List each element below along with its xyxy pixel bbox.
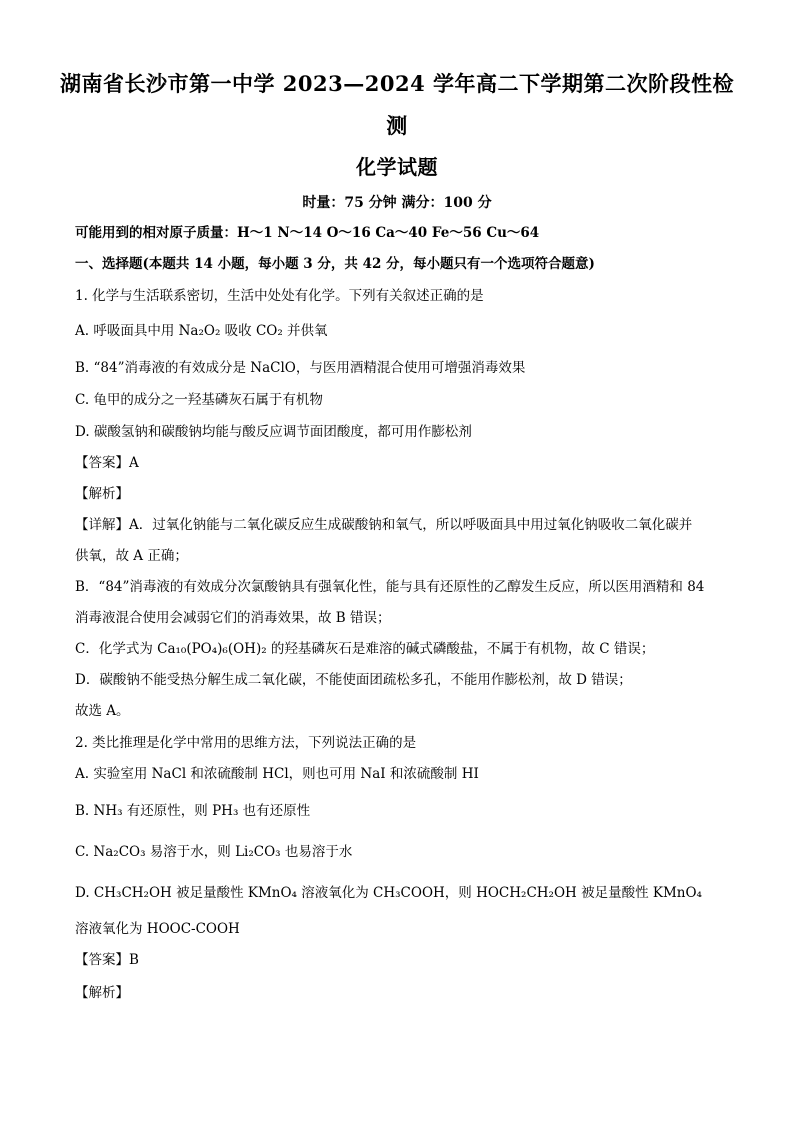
q1-detail-2: 供氧，故 A 正确； (75, 548, 188, 564)
q1-option-c: C. 龟甲的成分之一羟基磷灰石属于有机物 (75, 392, 323, 408)
atomic-masses: 可能用到的相对原子质量：H～1 N～14 O～16 Ca～40 Fe～56 Cu～64 (75, 225, 540, 241)
q1-stem: 1. 化学与生活联系密切，生活中处处有化学。下列有关叙述正确的是 (75, 288, 484, 304)
q1-analysis-label: 【解析】 (75, 486, 129, 502)
q2-analysis-label: 【解析】 (75, 985, 129, 1001)
q2-option-a: A. 实验室用 NaCl 和浓硫酸制 HCl，则也可用 NaI 和浓硫酸制 HI (75, 766, 479, 782)
document-title-line1: 湖南省长沙市第一中学 2023—2024 学年高二下学期第二次阶段性检 (59, 71, 734, 96)
q1-detail-5: C．化学式为 Ca₁₀(PO₄)₆(OH)₂ 的羟基磷灰石是难溶的碱式磷酸盐，不属于有机物，故 C 错误； (75, 641, 655, 657)
q1-detail-3: B．“84”消毒液的有效成分次氯酸钠具有强氧化性，能与具有还原性的乙醇发生反应，所以医用酒精和 84 (75, 579, 705, 595)
q2-option-d-line2: 溶液氧化为 HOOC-COOH (75, 921, 240, 937)
q1-option-a: A. 呼吸面具中用 Na₂O₂ 吸收 CO₂ 并供氧 (75, 323, 328, 339)
exam-meta: 时量：75 分钟 满分：100 分 (302, 195, 492, 211)
q2-answer: 【答案】B (75, 952, 139, 968)
q1-detail-6: D．碳酸钠不能受热分解生成二氧化碳，不能使面团疏松多孔，不能用作膨松剂，故 D 错误； (75, 672, 632, 688)
q1-option-b: B. “84”消毒液的有效成分是 NaClO，与医用酒精混合使用可增强消毒效果 (75, 360, 526, 376)
q1-detail-4: 消毒液混合使用会减弱它们的消毒效果，故 B 错误； (75, 610, 391, 626)
q2-stem: 2. 类比推理是化学中常用的思维方法，下列说法正确的是 (75, 735, 417, 751)
q2-option-d-line1: D. CH₃CH₂OH 被足量酸性 KMnO₄ 溶液氧化为 CH₃COOH，则 HOCH₂CH₂OH 被足量酸性 KMnO₄ (75, 885, 702, 901)
q1-option-d: D. 碳酸氢钠和碳酸钠均能与酸反应调节面团酸度，都可用作膨松剂 (75, 424, 472, 440)
q1-answer: 【答案】A (75, 455, 139, 471)
q2-option-c: C. Na₂CO₃ 易溶于水，则 Li₂CO₃ 也易溶于水 (75, 844, 353, 860)
subject-title: 化学试题 (356, 155, 438, 179)
q1-detail-1: 【详解】A．过氧化钠能与二氧化碳反应生成碳酸钠和氧气，所以呼吸面具中用过氧化钠吸收二氧化碳并 (75, 517, 693, 533)
q1-detail-7: 故选 A。 (75, 703, 130, 719)
section-header: 一、选择题(本题共 14 小题，每小题 3 分，共 42 分，每小题只有一个选项符合题意) (75, 256, 595, 272)
document-title-line2: 测 (386, 113, 408, 138)
q2-option-b: B. NH₃ 有还原性，则 PH₃ 也有还原性 (75, 803, 311, 819)
